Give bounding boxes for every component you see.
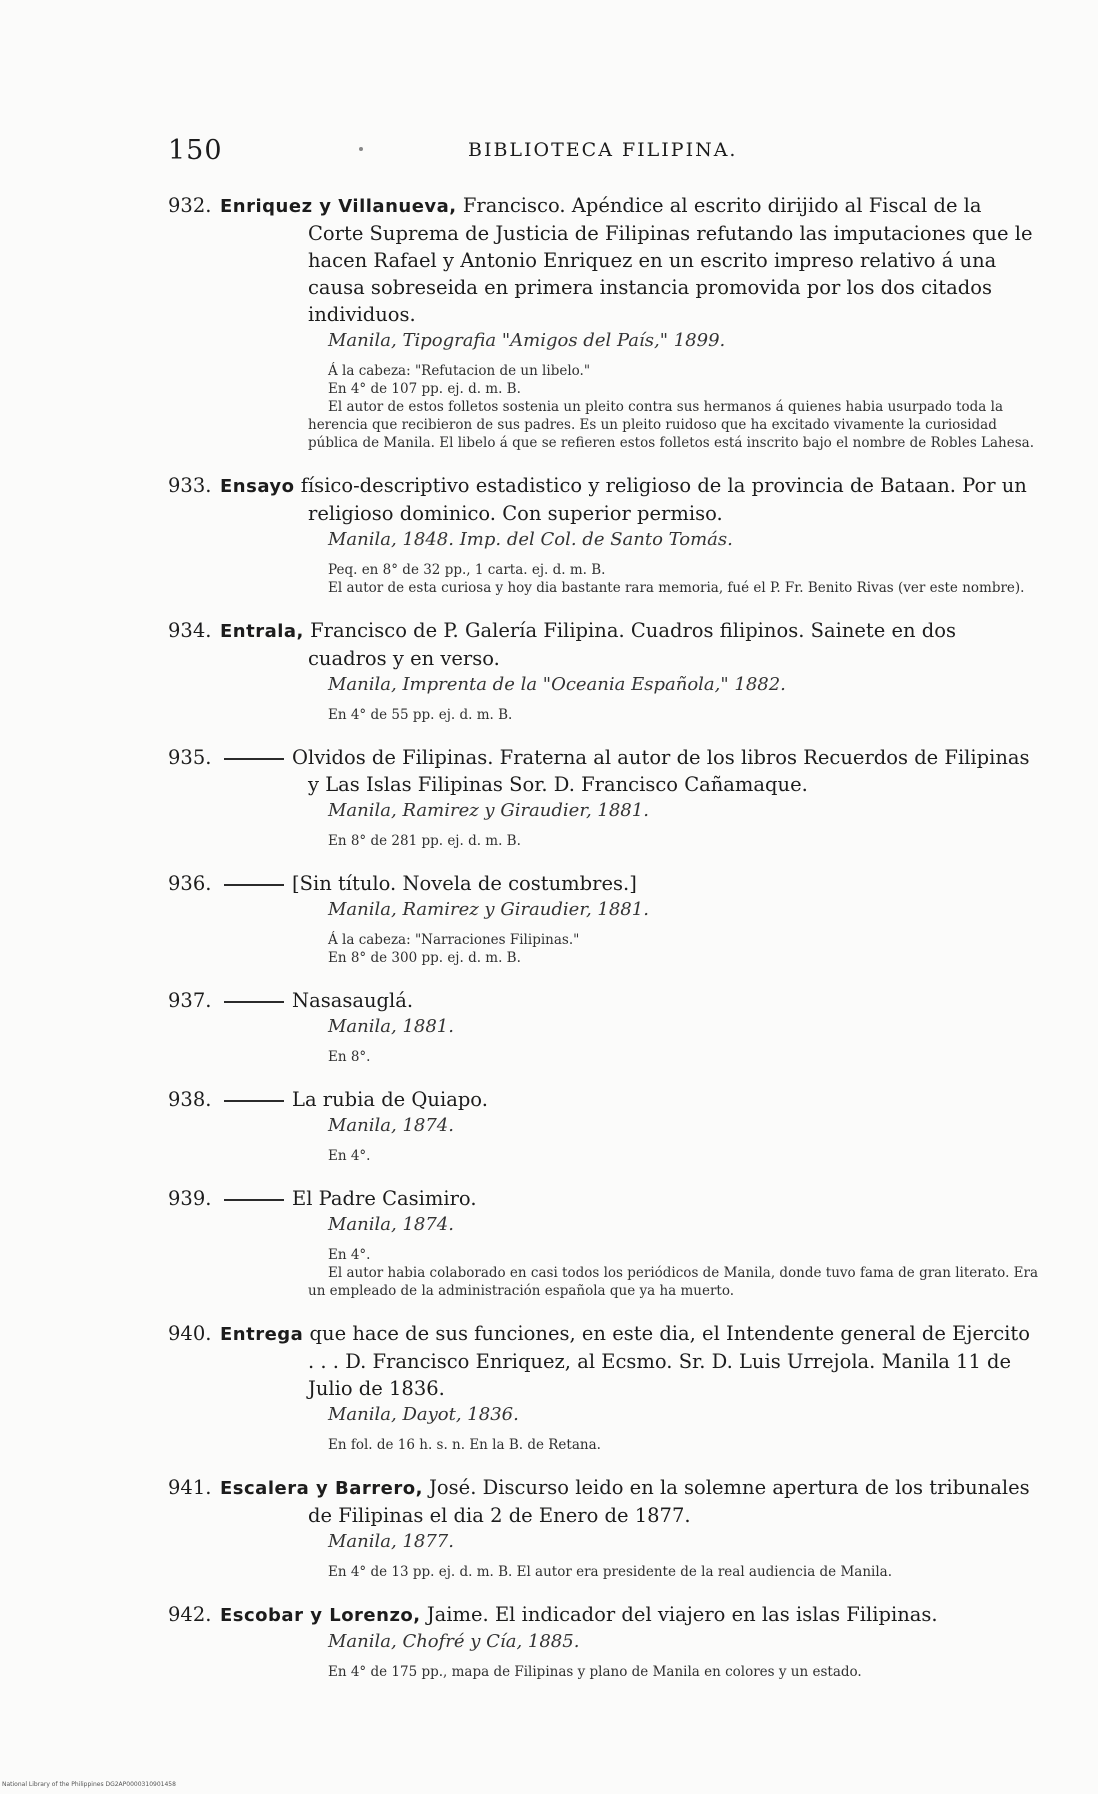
entry-imprint: Manila, Dayot, 1836. — [328, 1404, 519, 1425]
entry-title — [168, 617, 1038, 672]
entry-note: En 4° de 13 pp. ej. d. m. B. El autor era presidente de la real audiencia de Manila. — [328, 1564, 892, 1580]
entry-title — [168, 1086, 1038, 1113]
entry-note: En 4° de 55 pp. ej. d. m. B. — [328, 707, 513, 723]
entry-annotation: El autor de esta curiosa y hoy dia bastante rara memoria, fué el P. Fr. Benito Rivas (ver este nombre). — [328, 580, 1025, 596]
entry-imprint: Manila, Chofré y Cía, 1885. — [328, 1631, 580, 1652]
bibliography-entry — [168, 1320, 1038, 1454]
entry-title — [168, 1601, 1038, 1629]
entry-author: Entrega — [220, 1324, 304, 1345]
bibliography-entry — [168, 870, 1038, 967]
running-title: BIBLIOTECA FILIPINA. — [468, 139, 738, 161]
entry-author: Escobar y Lorenzo, — [220, 1605, 421, 1626]
bibliography-entry — [168, 1474, 1038, 1581]
entry-text: La rubia de Quiapo. — [292, 1088, 488, 1111]
entry-note: En 8°. — [328, 1049, 371, 1065]
entry-note: En fol. de 16 h. s. n. En la B. de Retana. — [328, 1437, 601, 1453]
page-header — [168, 135, 768, 175]
entry-title — [168, 1320, 1038, 1402]
ditto-dash — [224, 1199, 284, 1201]
entry-author: Escalera y Barrero, — [220, 1478, 423, 1499]
entry-note: En 4°. — [328, 1148, 371, 1164]
entry-number: 936. — [168, 872, 212, 895]
bibliography-entry — [168, 1086, 1038, 1165]
entry-annotation: El autor de estos folletos sostenia un pleito contra sus hermanos á quienes habia usurpado toda la herencia que recibieron de sus padres. Es un pleito ruidoso que ha excitado vivamente la curiosidad pública de Manila. El libelo á que se refieren estos folletos está inscrito bajo el nombre de Robles Lahesa. — [308, 399, 1035, 451]
entry-imprint: Manila, 1877. — [328, 1531, 454, 1552]
entry-number: 941. — [168, 1476, 212, 1499]
bibliography-entries — [168, 192, 1038, 1701]
print-speck — [359, 147, 363, 151]
entry-author: Enriquez y Villanueva, — [220, 196, 457, 217]
entry-note: En 8° de 300 pp. ej. d. m. B. — [328, 950, 521, 966]
entry-number: 940. — [168, 1322, 212, 1345]
entry-text: Jaime. El indicador del viajero en las islas Filipinas. — [420, 1603, 938, 1626]
entry-number: 933. — [168, 474, 212, 497]
entry-title — [168, 192, 1038, 328]
entry-title — [168, 987, 1038, 1014]
entry-text: El Padre Casimiro. — [292, 1187, 477, 1210]
entry-number: 935. — [168, 746, 212, 769]
entry-title — [168, 870, 1038, 897]
entry-text: Nasasauglá. — [292, 989, 414, 1012]
entry-imprint: Manila, 1874. — [328, 1214, 454, 1235]
entry-note: En 4° de 107 pp. ej. d. m. B. — [328, 381, 521, 397]
entry-imprint: Manila, Tipografia "Amigos del País," 1899. — [328, 330, 726, 351]
bibliography-entry — [168, 987, 1038, 1066]
bibliography-entry — [168, 472, 1038, 597]
entry-title — [168, 1185, 1038, 1212]
entry-number: 939. — [168, 1187, 212, 1210]
entry-text: físico-descriptivo estadistico y religioso de la provincia de Bataan. Por un religioso dominico. Con superior permiso. — [294, 474, 1027, 525]
entry-number: 932. — [168, 194, 212, 217]
entry-number: 937. — [168, 989, 212, 1012]
entry-imprint: Manila, Ramirez y Giraudier, 1881. — [328, 800, 649, 821]
entry-number: 942. — [168, 1603, 212, 1626]
ditto-dash — [224, 758, 284, 760]
bibliography-entry — [168, 192, 1038, 452]
entry-author: Entrala, — [220, 621, 304, 642]
entry-text: [Sin título. Novela de costumbres.] — [292, 872, 637, 895]
entry-imprint: Manila, 1848. Imp. del Col. de Santo Tomás. — [328, 529, 733, 550]
entry-text: que hace de sus funciones, en este dia, el Intendente general de Ejercito . . . D. Francisco Enriquez, al Ecsmo. Sr. D. Luis Urrejola. Manila 11 de Julio de 1836. — [303, 1322, 1030, 1400]
entry-text: Francisco. Apéndice al escrito dirijido al Fiscal de la Corte Suprema de Justicia de Filipinas refutando las imputaciones que le hacen Rafael y Antonio Enriquez en un escrito impreso relativo á una causa sobreseida en primera instancia promovida por los dos citados individuos. — [308, 194, 1033, 326]
entry-imprint: Manila, Imprenta de la "Oceania Española," 1882. — [328, 674, 786, 695]
ditto-dash — [224, 1001, 284, 1003]
entry-title — [168, 1474, 1038, 1529]
bibliography-entry — [168, 1601, 1038, 1681]
ditto-dash — [224, 1100, 284, 1102]
entry-number: 938. — [168, 1088, 212, 1111]
bibliography-entry — [168, 744, 1038, 850]
ditto-dash — [224, 884, 284, 886]
page-number: 150 — [168, 135, 223, 166]
entry-imprint: Manila, Ramirez y Giraudier, 1881. — [328, 899, 649, 920]
entry-annotation: El autor habia colaborado en casi todos los periódicos de Manila, donde tuvo fama de gran literato. Era un empleado de la administración española que ya ha muerto. — [308, 1265, 1039, 1299]
entry-imprint: Manila, 1881. — [328, 1016, 454, 1037]
entry-note: En 8° de 281 pp. ej. d. m. B. — [328, 833, 521, 849]
entry-title — [168, 744, 1038, 798]
entry-text: Olvidos de Filipinas. Fraterna al autor de los libros Recuerdos de Filipinas y Las Islas Filipinas Sor. D. Francisco Cañamaque. — [292, 746, 1030, 796]
entry-note: En 4°. — [328, 1247, 371, 1263]
scan-footer: National Library of the Philippines DG2AP0000310901458 — [2, 1781, 176, 1788]
entry-note: Á la cabeza: "Refutacion de un libelo." — [328, 363, 591, 379]
entry-title — [168, 472, 1038, 527]
bibliography-entry — [168, 1185, 1038, 1300]
entry-author: Ensayo — [220, 476, 295, 497]
entry-note: Peq. en 8° de 32 pp., 1 carta. ej. d. m. B. — [328, 562, 606, 578]
entry-text: Francisco de P. Galería Filipina. Cuadros filipinos. Sainete en dos cuadros y en verso. — [303, 619, 957, 670]
entry-text: José. Discurso leido en la solemne apertura de los tribunales de Filipinas el dia 2 de Enero de 1877. — [308, 1476, 1030, 1527]
entry-note: En 4° de 175 pp., mapa de Filipinas y plano de Manila en colores y un estado. — [328, 1664, 862, 1680]
entry-imprint: Manila, 1874. — [328, 1115, 454, 1136]
bibliography-entry — [168, 617, 1038, 724]
entry-note: Á la cabeza: "Narraciones Filipinas." — [328, 932, 580, 948]
entry-number: 934. — [168, 619, 212, 642]
